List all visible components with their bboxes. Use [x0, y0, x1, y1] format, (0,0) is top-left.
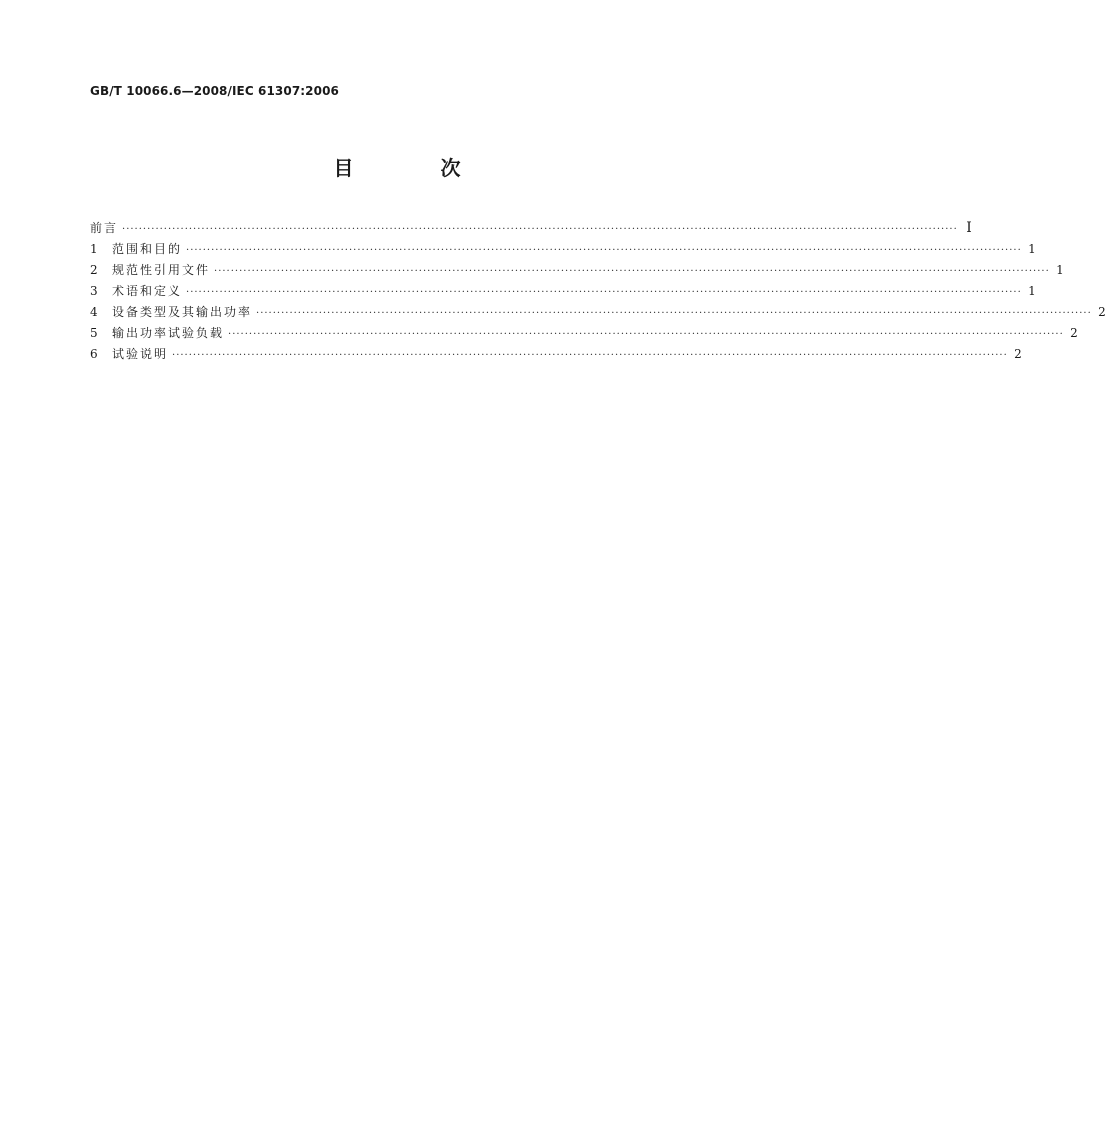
toc-entry-normative-references[interactable]	[90, 260, 1064, 281]
document-header: GB/T 10066.6—2008/IEC 61307:2006	[90, 84, 339, 98]
toc-entry-label: 范围和目的	[112, 242, 183, 256]
toc-entry-number: 5	[90, 326, 98, 340]
toc-entry-page: 1	[1028, 284, 1036, 298]
toc-leader-dots: ········································································································································································································	[172, 350, 1008, 361]
toc-entry-equipment-types[interactable]	[90, 302, 1106, 323]
toc-entry-test-description[interactable]	[90, 344, 1022, 365]
toc-leader-dots: ········································································································································································································	[122, 224, 958, 235]
page-title: 目 次	[333, 156, 501, 180]
toc-entry-label: 输出功率试验负载	[112, 326, 225, 340]
toc-entry-number: 3	[90, 284, 98, 298]
toc-entry-scope[interactable]	[90, 239, 1036, 260]
toc-entry-number: 6	[90, 347, 98, 361]
toc-entry-label: 术语和定义	[112, 284, 183, 298]
toc-leader-dots: ········································································································································································································	[228, 329, 1064, 340]
toc-entry-number: 2	[90, 263, 98, 277]
toc-leader-dots: ········································································································································································································	[214, 266, 1050, 277]
toc-entry-foreword[interactable]	[90, 218, 972, 239]
toc-entry-page: 2	[1014, 347, 1022, 361]
toc-entry-page: 2	[1070, 326, 1078, 340]
toc-entry-page: Ⅰ	[966, 220, 972, 236]
toc-entry-page: 1	[1028, 242, 1036, 256]
toc-entry-label: 试验说明	[112, 347, 169, 361]
toc-entry-label: 前言	[90, 221, 119, 235]
toc-entry-number: 4	[90, 305, 98, 319]
table-of-contents	[90, 218, 1106, 365]
toc-entry-label: 设备类型及其输出功率	[112, 305, 253, 319]
toc-leader-dots: ········································································································································································································	[256, 308, 1092, 319]
toc-leader-dots: ········································································································································································································	[186, 287, 1022, 298]
toc-entry-terms-definitions[interactable]	[90, 281, 1036, 302]
toc-entry-label: 规范性引用文件	[112, 263, 211, 277]
toc-entry-number: 1	[90, 242, 98, 256]
toc-entry-test-load[interactable]	[90, 323, 1078, 344]
toc-entry-page: 2	[1098, 305, 1106, 319]
toc-entry-page: 1	[1056, 263, 1064, 277]
toc-leader-dots: ········································································································································································································	[186, 245, 1022, 256]
